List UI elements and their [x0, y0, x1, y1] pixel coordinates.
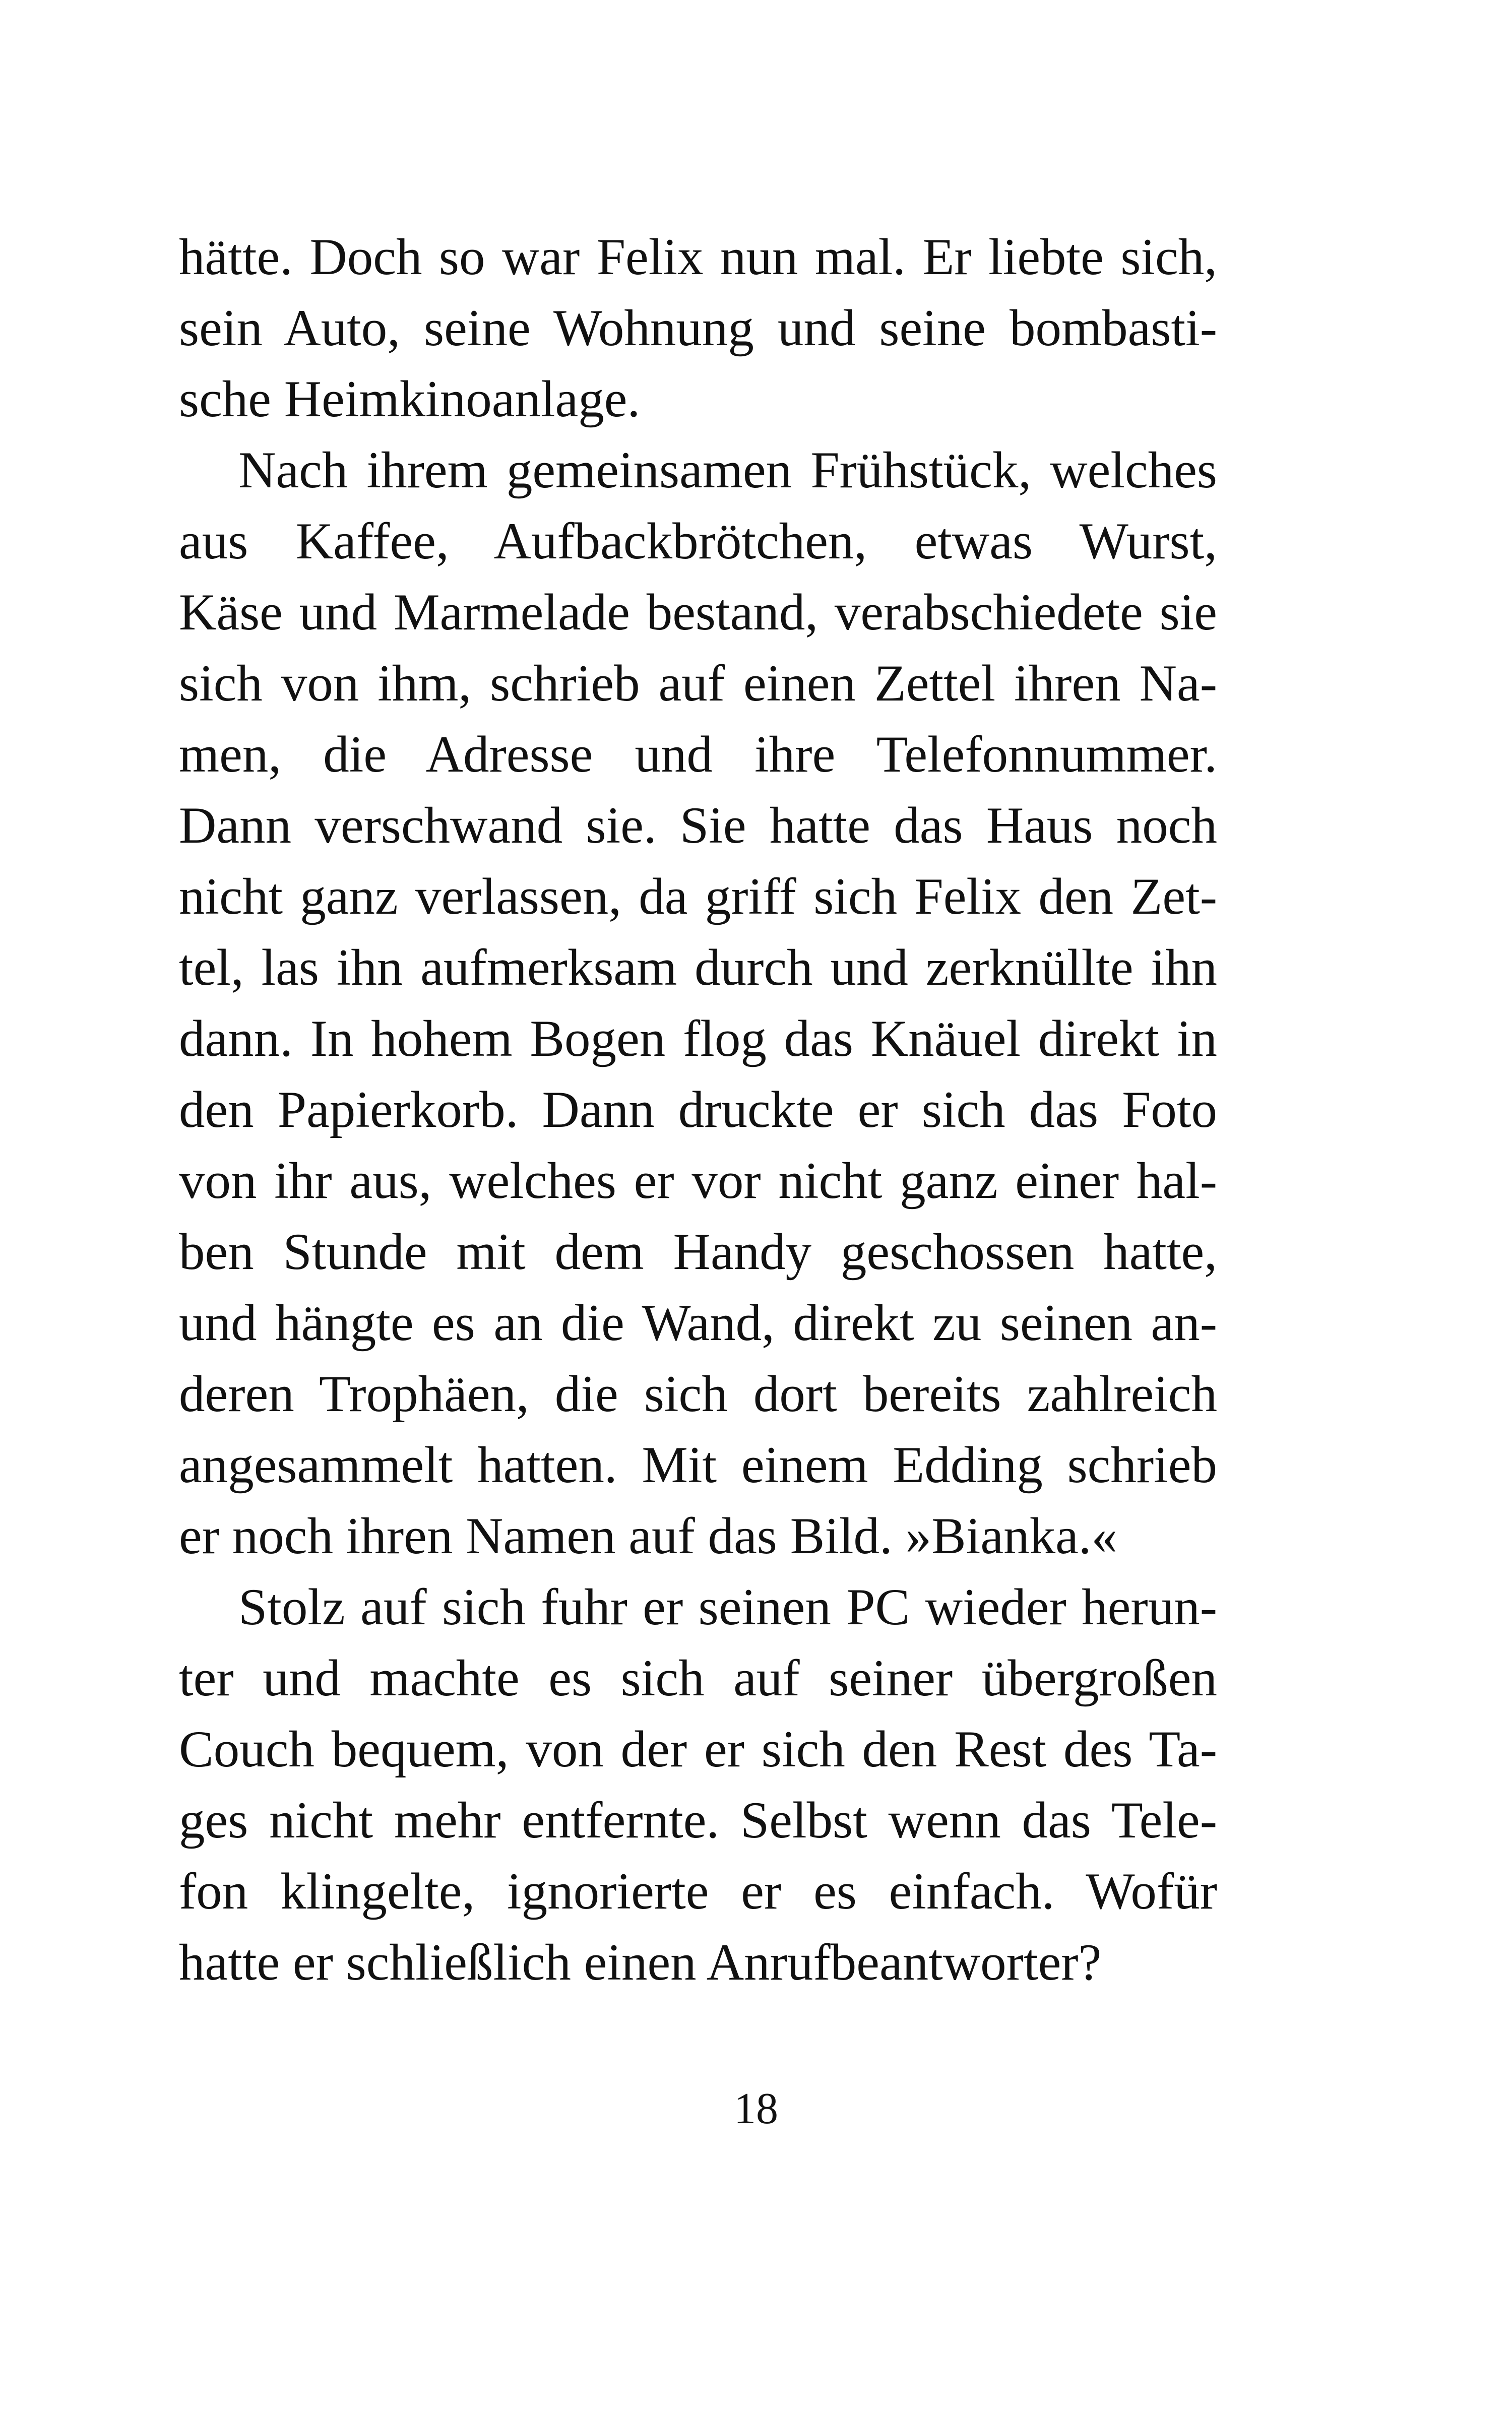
text-line: Dann verschwand sie. Sie hatte das Haus noch — [179, 797, 1217, 854]
text-line: dann. In hohem Bogen flog das Knäuel direkt in — [179, 1010, 1217, 1067]
text-line: von ihr aus, welches er vor nicht ganz einer hal- — [179, 1152, 1217, 1210]
page-number: 18 — [734, 2084, 778, 2133]
text-line: tel, las ihn aufmerksam durch und zerknüllte ihn — [179, 939, 1217, 996]
text-line: ges nicht mehr entfernte. Selbst wenn das Tele- — [179, 1792, 1217, 1849]
text-line: Couch bequem, von der er sich den Rest des Ta- — [179, 1721, 1217, 1778]
text-line: hätte. Doch so war Felix nun mal. Er liebte sich, — [179, 228, 1217, 286]
text-line: den Papierkorb. Dann druckte er sich das Foto — [179, 1081, 1217, 1138]
text-line: aus Kaffee, Aufbackbrötchen, etwas Wurst, — [179, 513, 1217, 570]
body-text — [179, 222, 1217, 1998]
text-line: ben Stunde mit dem Handy geschossen hatte, — [179, 1223, 1217, 1281]
text-line: und hängte es an die Wand, direkt zu seinen an- — [179, 1294, 1217, 1352]
text-line: nicht ganz verlassen, da griff sich Felix den Zet- — [179, 868, 1217, 925]
text-line: sche Heimkinoanlage. — [179, 370, 641, 428]
text-line: Stolz auf sich fuhr er seinen PC wieder herun- — [238, 1578, 1217, 1636]
text-line: fon klingelte, ignorierte er es einfach. Wofür — [179, 1863, 1217, 1920]
text-line: angesammelt hatten. Mit einem Edding schrieb — [179, 1436, 1217, 1494]
text-line: sich von ihm, schrieb auf einen Zettel ihren Na- — [179, 655, 1217, 712]
text-line: er noch ihren Namen auf das Bild. »Bianka.« — [179, 1507, 1118, 1565]
text-line: Nach ihrem gemeinsamen Frühstück, welches — [238, 441, 1217, 499]
text-line: Käse und Marmelade bestand, verabschiedete sie — [179, 584, 1217, 641]
text-line: hatte er schließlich einen Anrufbeantworter? — [179, 1934, 1102, 1991]
text-line: men, die Adresse und ihre Telefonnummer. — [179, 726, 1217, 783]
text-line: sein Auto, seine Wohnung und seine bombasti- — [179, 299, 1217, 357]
text-line: deren Trophäen, die sich dort bereits zahlreich — [179, 1365, 1217, 1423]
text-line: ter und machte es sich auf seiner übergroßen — [179, 1649, 1217, 1707]
